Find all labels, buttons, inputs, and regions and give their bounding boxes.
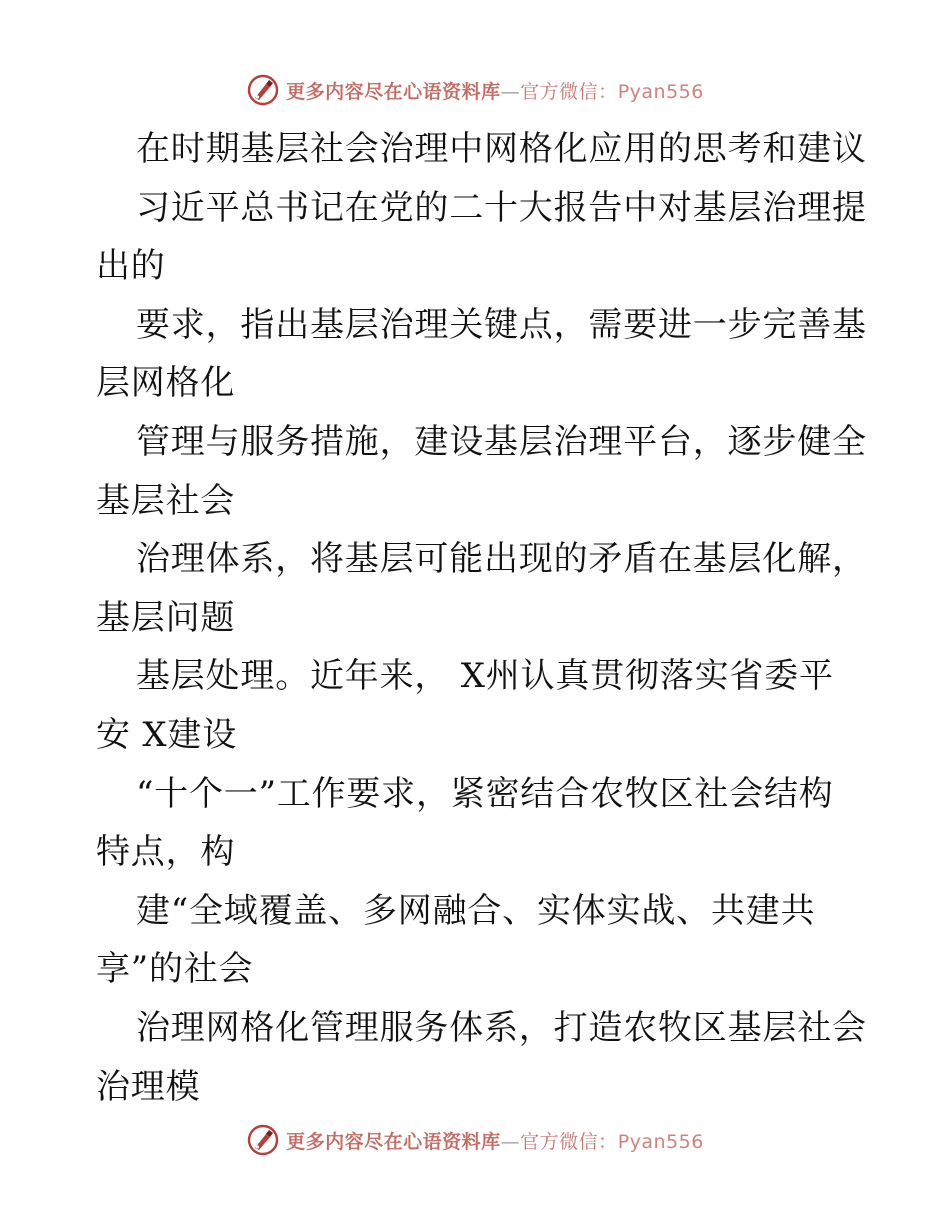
text-line: 基层处理。近年来， X州认真贯彻落实省委平 (136, 656, 834, 697)
text-line: 层网格化 (96, 363, 236, 404)
text-line: 享”的社会 (96, 949, 254, 990)
text-line: 要求，指出基层治理关键点，需要进一步完善基 (136, 304, 867, 345)
watermark-separator: — (500, 1130, 521, 1153)
text-line: 习近平总书记在党的二十大报告中对基层治理提 (136, 187, 867, 228)
watermark-wechat-id: Pyan556 (617, 80, 704, 103)
watermark-separator: — (500, 80, 521, 103)
text-line: 出的 (96, 246, 166, 287)
text-line: 基层社会 (96, 480, 236, 521)
text-line: 建“全域覆盖、多网融合、实体实战、共建共 (136, 890, 816, 931)
watermark-wechat-id: Pyan556 (617, 1130, 704, 1153)
watermark-text (286, 77, 704, 104)
watermark-text (286, 1127, 704, 1154)
header-watermark (0, 70, 950, 110)
document-body (96, 120, 867, 1116)
text-line: 治理网格化管理服务体系，打造农牧区基层社会 (136, 1007, 867, 1048)
watermark-label: 官方微信： (520, 80, 618, 103)
text-line: 治理模 (96, 1066, 201, 1107)
watermark-label: 官方微信： (520, 1130, 618, 1153)
text-line: 基层问题 (96, 597, 236, 638)
watermark-site: 更多内容尽在心语资料库 (286, 80, 501, 103)
pen-logo-icon (246, 1123, 280, 1157)
text-line: “十个一”工作要求，紧密结合农牧区社会结构 (136, 773, 834, 814)
watermark-site: 更多内容尽在心语资料库 (286, 1130, 501, 1153)
text-line: 安 X建设 (96, 714, 238, 755)
text-line: 管理与服务措施，建设基层治理平台，逐步健全 (136, 421, 867, 462)
text-line: 特点，构 (96, 832, 236, 873)
text-line: 治理体系，将基层可能出现的矛盾在基层化解， (136, 539, 867, 580)
pen-logo-icon (246, 73, 280, 107)
footer-watermark (0, 1120, 950, 1160)
document-title: 在时期基层社会治理中网格化应用的思考和建议 (136, 129, 867, 169)
